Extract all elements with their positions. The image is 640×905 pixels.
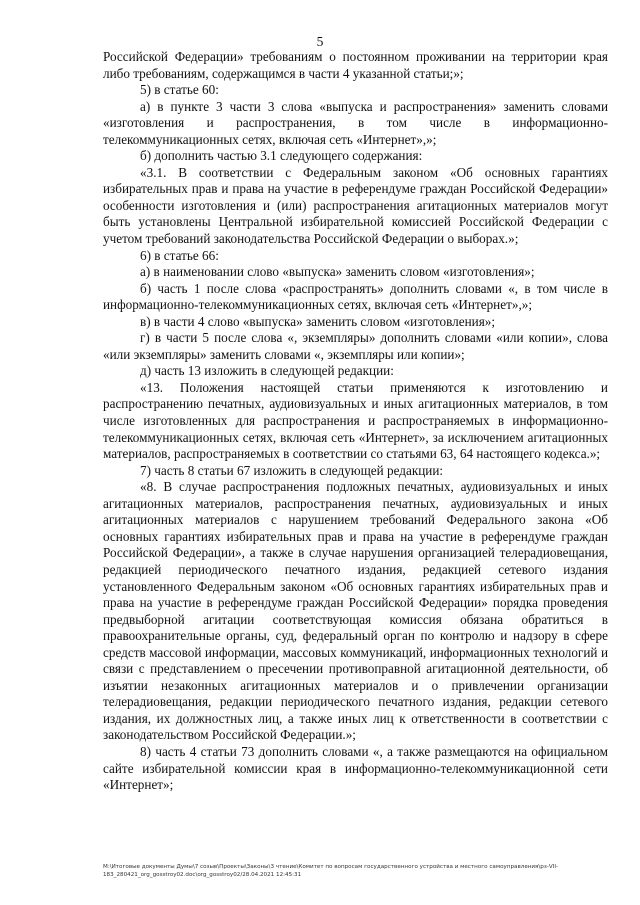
paragraph: 8) часть 4 статьи 73 дополнить словами «, а также размещаются на официальном сайте избирательной комиссии края в информационно-телекоммуникационной сети «Интернет»; <box>103 743 608 793</box>
file-path-line-2: 183_280421_org_gosstroy02.doc\org_gosstroy02/28.04.2021 12:45:31 <box>103 872 302 878</box>
paragraph: «13. Положения настоящей статьи применяются к изготовлению и распространению печатных, аудиовизуальных и иных агитационных материалов, в том числе изготовленных для распространения и распространяемых в информационно-телекоммуникационных сетях, включая сеть «Интернет», за исключением агитационных материалов, распространяемых в соответствии со статьями 63, 64 настоящего кодекса.»; <box>103 379 608 462</box>
paragraph: в) в части 4 слово «выпуска» заменить словом «изготовления»; <box>140 313 496 329</box>
page-number: 5 <box>316 34 324 49</box>
paragraph: д) часть 13 изложить в следующей редакции: <box>140 363 394 379</box>
file-path-footer <box>103 863 623 879</box>
paragraph: 5) в статье 60: <box>140 82 219 98</box>
document-body <box>103 49 608 794</box>
paragraph: «8. В случае распространения подложных печатных, аудиовизуальных и иных агитационных материалов, распространения печатных, аудиовизуальных и иных агитационных материалов с нарушением требований Федерального закона «Об основных гарантиях избирательных прав и права на участие в референдуме граждан Российской Федерации», а также в случае нарушения организацией телерадиовещания, редакцией периодического печатного издания, редакцией сетевого издания установленного Федеральным законом «Об основных гарантиях избирательных прав и права на участие в референдуме граждан Российской Федерации» порядка проведения предвыборной агитации соответствующая комиссия обязана обратиться в правоохранительные органы, суд, федеральный орган по контролю и надзору в сфере средств массовой информации, массовых коммуникаций, информационных технологий и связи с представлением о пресечении противоправной агитационной деятельности, об изъятии незаконных агитационных материалов и о привлечении организации телерадиовещания, редакции периодического печатного издания, редакции сетевого издания, их должностных лиц, а также иных лиц к ответственности в соответствии с законодательством Российской Федерации.»; <box>103 479 608 743</box>
paragraph: а) в наименовании слово «выпуска» заменить словом «изготовления»; <box>140 264 535 280</box>
paragraph: б) дополнить частью 3.1 следующего содержания: <box>140 148 423 164</box>
paragraph: г) в части 5 после слова «, экземпляры» дополнить словами «или копии», слова «или экземпляры» заменить словами «, экземпляры или копии»; <box>103 330 608 362</box>
paragraph: «3.1. В соответствии с Федеральным законом «Об основных гарантиях избирательных прав и права на участие в референдуме граждан Российской Федерации» особенности изготовления и (или) распространения агитационных материалов могут быть установлены Центральной избирательной комиссией Российской Федерации с учетом требований законодательства Российской Федерации о выборах.»; <box>103 164 608 247</box>
file-path-line-1: М:\Итоговые документы Думы\7 созыв\Проекты\Законы\3 чтение\Комитет по вопросам государственного устройства и местного самоуправления\рз-VII- <box>103 864 558 870</box>
paragraph: 7) часть 8 статьи 67 изложить в следующей редакции: <box>140 462 444 478</box>
paragraph: б) часть 1 после слова «распространять» дополнить словами «, в том числе в информационно-телекоммуникационных сетях, включая сеть «Интернет»,»; <box>103 280 608 313</box>
paragraph: а) в пункте 3 части 3 слова «выпуска и распространения» заменить словами «изготовления и распространения, в том числе в информационно-телекоммуникационных сетях, включая сеть «Интернет»,»; <box>103 98 608 147</box>
paragraph: Российской Федерации» требованиям о постоянном проживании на территории края либо требованиям, содержащимся в части 4 указанной статьи;»; <box>103 49 608 81</box>
paragraph: 6) в статье 66: <box>140 247 219 263</box>
